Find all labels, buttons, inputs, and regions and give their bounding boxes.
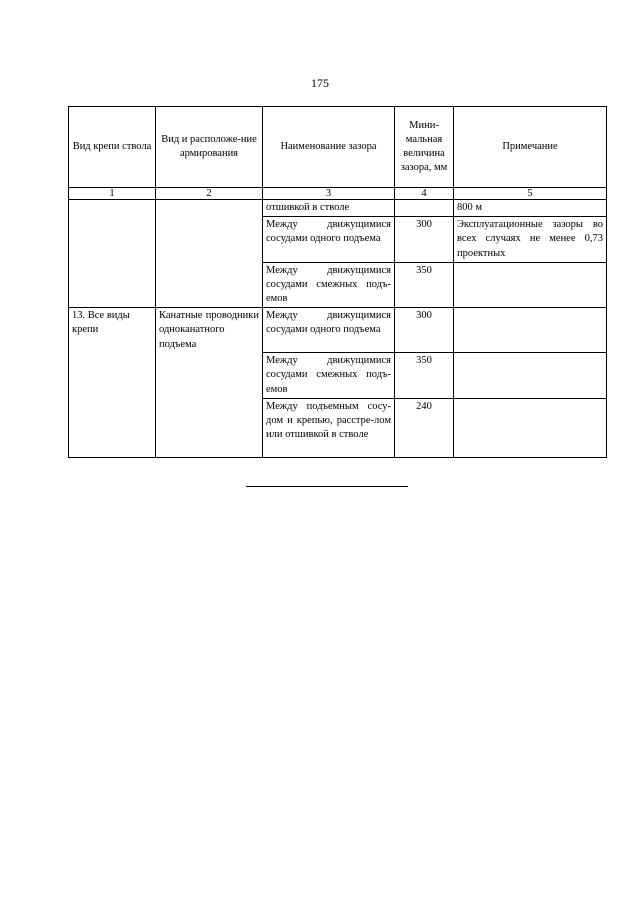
cell-note (454, 398, 607, 457)
header-note: Примечание (454, 107, 607, 188)
cell-note (454, 262, 607, 308)
cell-clearance-name: Между подъемным сосу-дом и крепью, расстре-лом или отшивкой в стволе (263, 398, 395, 457)
clearance-table (68, 106, 607, 458)
column-number: 1 (69, 188, 156, 200)
cell-min-clearance (395, 200, 454, 217)
column-number: 2 (156, 188, 263, 200)
cell-reinforcement-type (156, 200, 263, 308)
header-clearance-name: Наименование зазора (263, 107, 395, 188)
table-row (69, 308, 607, 353)
cell-clearance-name: Между движущимися сосудами смежных подъ-емов (263, 353, 395, 399)
cell-shaft-lining-type (69, 200, 156, 308)
cell-min-clearance: 300 (395, 308, 454, 353)
cell-min-clearance: 350 (395, 353, 454, 399)
cell-clearance-name: Между движущимися сосудами смежных подъ-емов (263, 262, 395, 308)
cell-note: Эксплуатационные зазоры во всех случаях не менее 0,73 проектных (454, 217, 607, 263)
footer-divider (246, 486, 408, 487)
column-number: 4 (395, 188, 454, 200)
cell-clearance-name: Между движущимися сосудами одного подъема (263, 217, 395, 263)
table-header-row (69, 107, 607, 188)
column-number: 3 (263, 188, 395, 200)
cell-clearance-name: отшивкой в стволе (263, 200, 395, 217)
column-number: 5 (454, 188, 607, 200)
cell-note: 800 м (454, 200, 607, 217)
header-shaft-lining-type: Вид крепи ствола (69, 107, 156, 188)
header-min-clearance: Мини-мальная величина зазора, мм (395, 107, 454, 188)
cell-reinforcement-type: Канатные проводники одноканатного подъема (156, 308, 263, 458)
cell-min-clearance: 350 (395, 262, 454, 308)
column-number-row (69, 188, 607, 200)
cell-clearance-name: Между движущимися сосудами одного подъема (263, 308, 395, 353)
table-row (69, 200, 607, 217)
page-number: 175 (311, 76, 329, 90)
cell-min-clearance: 240 (395, 398, 454, 457)
cell-note (454, 353, 607, 399)
header-reinforcement-type: Вид и расположе-ние армирования (156, 107, 263, 188)
cell-shaft-lining-type: 13. Все виды крепи (69, 308, 156, 458)
cell-note (454, 308, 607, 353)
cell-min-clearance: 300 (395, 217, 454, 263)
